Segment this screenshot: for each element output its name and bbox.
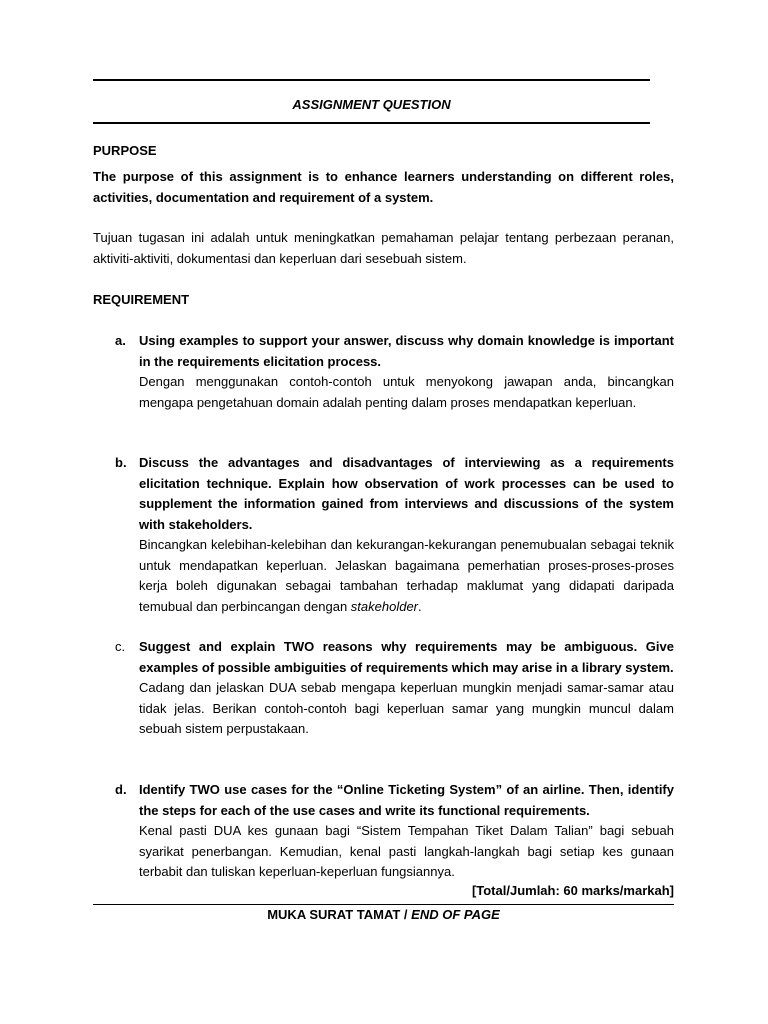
item-marker: c. bbox=[115, 639, 126, 654]
item-english: Identify TWO use cases for the “Online Ticketing System” of an airline. Then, identify the steps for each of the use cases and write its functional requirements. bbox=[139, 782, 674, 818]
footer-rule bbox=[93, 904, 674, 905]
item-marker: b. bbox=[115, 455, 127, 470]
item-malay: Dengan menggunakan contoh-contoh untuk menyokong jawapan anda, bincangkan mengapa pengetahuan domain adalah penting dalam proses mendapatkan keperluan. bbox=[139, 374, 674, 410]
requirement-item-c bbox=[93, 637, 674, 740]
purpose-malay: Tujuan tugasan ini adalah untuk meningkatkan pemahaman pelajar tentang perbezaan peranan, aktiviti-aktiviti, dokumentasi dan keperluan dari sesebuah sistem. bbox=[93, 230, 674, 266]
item-malay: Bincangkan kelebihan-kelebihan dan kekurangan-kekurangan penemubualan sebagai teknik untuk mendapatkan keperluan. Jelaskan bagaimana pemerhatian proses-proses-proses kerja boleh digunakan sebagai tambahan terhadap maklumat yang didapati daripada temubual dan perbincangan dengan stakeholder. bbox=[139, 537, 674, 614]
item-marker: a. bbox=[115, 333, 126, 348]
title-bottom-rule bbox=[93, 122, 650, 124]
item-malay: Cadang dan jelaskan DUA sebab mengapa keperluan mungkin menjadi samar-samar atau tidak jelas. Berikan contoh-contoh bagi keperluan samar yang mungkin muncul dalam sebuah sistem perpustakaan. bbox=[139, 680, 674, 736]
requirement-item-a bbox=[93, 331, 674, 413]
top-rule bbox=[93, 79, 650, 81]
requirement-heading: REQUIREMENT bbox=[93, 292, 190, 307]
purpose-heading: PURPOSE bbox=[93, 143, 157, 158]
item-english: Discuss the advantages and disadvantages of interviewing as a requirements elicitation technique. Explain how observation of work processes can be used to supplement the information gained from interviews and discussions of the system with stakeholders. bbox=[139, 455, 674, 532]
total-marks: [Total/Jumlah: 60 marks/markah] bbox=[471, 883, 674, 898]
end-of-page: MUKA SURAT TAMAT / END OF PAGE bbox=[267, 907, 500, 922]
requirement-item-d bbox=[93, 780, 674, 883]
item-english: Using examples to support your answer, discuss why domain knowledge is important in the requirements elicitation process. bbox=[139, 333, 674, 369]
purpose-english: The purpose of this assignment is to enhance learners understanding on different roles, activities, documentation and requirement of a system. bbox=[93, 169, 674, 205]
item-malay: Kenal pasti DUA kes gunaan bagi “Sistem Tempahan Tiket Dalam Talian” bagi sebuah syarikat penerbangan. Kemudian, kenal pasti langkah-langkah bagi setiap kes gunaan terbabit dan tuliskan keperluan-keperluan fungsiannya. bbox=[139, 823, 674, 879]
stakeholder-term: stakeholder bbox=[350, 598, 419, 614]
item-english: Suggest and explain TWO reasons why requirements may be ambiguous. Give examples of possible ambiguities of requirements which may arise in a library system. bbox=[139, 639, 674, 675]
item-marker: d. bbox=[115, 782, 127, 797]
page-title: ASSIGNMENT QUESTION bbox=[292, 97, 451, 112]
requirement-item-b bbox=[93, 453, 674, 617]
